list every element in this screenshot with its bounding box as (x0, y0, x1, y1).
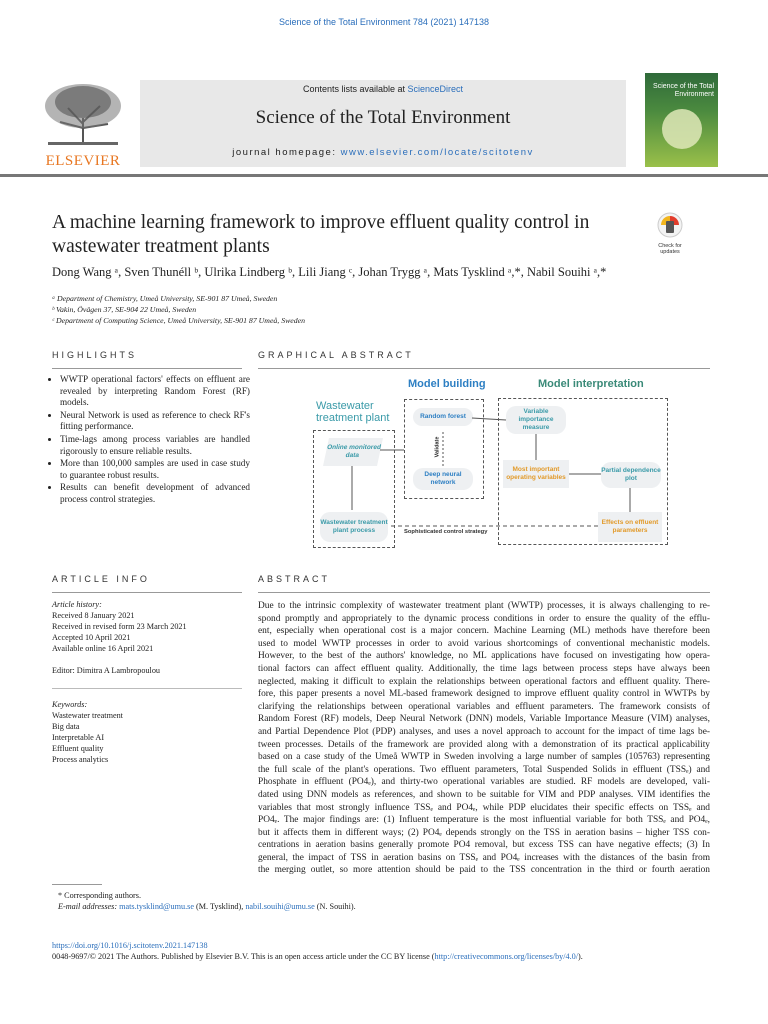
header-rule (0, 174, 768, 177)
doi-link[interactable]: https://doi.org/10.1016/j.scitotenv.2021.147138 (52, 941, 208, 950)
abstract-line: general, the impact of TSS in aeration basins on TSSₑ and PO4ₑ increases with the distances of the basin from (258, 852, 710, 863)
highlights-heading: HIGHLIGHTS (52, 350, 138, 360)
homepage-line: journal homepage: www.elsevier.com/locate/scitotenv (232, 147, 534, 158)
article-title: A machine learning framework to improve effluent quality control in wastewater treatment plants (52, 212, 590, 257)
abstract-line: dated using DNN models as references, and shown to be suitable for VIM and PDP analyses. VIM identifies the (258, 789, 710, 800)
dnn-node: Deep neural network (413, 468, 473, 490)
editor: Editor: Dimitra A Lambropoulou (52, 666, 161, 675)
graphical-abstract: Model building Model interpretation Wastewater treatment plant Online monitored data Wastewater treatment plant process Random forest Deep neural network Validate Variable importance measure Most important operating variables Partial dependence plot Effects on effluent parameters Sophisticated control strategy (300, 370, 700, 550)
keyword: Interpretable AI (52, 733, 105, 742)
footer: https://doi.org/10.1016/j.scitotenv.2021.147138 0048-9697/© 2021 The Authors. Published by Elsevier B.V. This is an open access article under the CC BY license (http://creativecommons.org/licenses/by/4.0/). (52, 941, 583, 961)
journal-reference[interactable]: Science of the Total Environment 784 (2021) 147138 (279, 17, 489, 27)
journal-title: Science of the Total Environment (255, 107, 511, 128)
homepage-link[interactable]: www.elsevier.com/locate/scitotenv (340, 147, 534, 158)
publisher-name: ELSEVIER (45, 153, 121, 169)
article-info-heading: ARTICLE INFO (52, 574, 150, 584)
abstract-line: neglected, making it difficult to explain the relationships between operational factors and effluent quality. There- (258, 676, 710, 687)
abstract-line: spond promptly and appropriately to the dynamic process conditions in order to ensure the quality of the efflu- (258, 613, 710, 624)
abstract-line: variables that most strongly influence TSSₑ and PO4ₑ, while PDP elucidates their specific effects on TSSₑ and (258, 802, 710, 813)
abstract-line: based on a case study of the Umeå WWTP in Sweden involving a large number of samples (105763) representing (258, 752, 710, 763)
divider (258, 368, 710, 369)
divider (52, 368, 242, 369)
keyword: Process analytics (52, 755, 109, 764)
keyword: Big data (52, 722, 80, 731)
contents-line: Contents lists available at ScienceDirect (302, 84, 464, 94)
abstract-line: but it affects them in different ways; (2) PO4ₑ depends strongly on the TSS in aeration basins – higher TSS con- (258, 827, 710, 838)
highlight-item: • Neural Network is used as reference to check RF's fitting performance. (60, 410, 250, 433)
abstract-line: Phosphate in effluent (PO4ₑ), and thirty-two operational variables are studied. RF models are developed, vali- (258, 777, 710, 788)
abstract-line: used to model WWTP processes in order to avoid various shortcomings of conventional mechanistic models. (258, 638, 710, 649)
divider (258, 592, 710, 593)
abstract-line: the full scale of the plant's operations. Two effluent parameters, Total Suspended Solids in effluent (TSSₑ) and (258, 764, 710, 775)
important-variables-node: Most important operating variables (503, 460, 569, 488)
email-link[interactable]: mats.tysklind@umu.se (119, 902, 194, 911)
journal-cover: Science of the Total Environment (645, 73, 718, 167)
effects-node: Effects on effluent parameters (598, 512, 662, 542)
history-item: Accepted 10 April 2021 (52, 633, 131, 642)
abstract-line: centrations in aeration basins generally promote PO4 removal, but excess TSS can have negative effects; (3) In (258, 840, 710, 851)
abstract-line: PO4ₑ. The major findings are: (1) Influent temperature is the most influential variable for both TSSₑ and PO4ₑ, (258, 815, 710, 826)
wwtp-process-node: Wastewater treatment plant process (320, 512, 388, 542)
email-link[interactable]: nabil.souihi@umu.se (245, 902, 315, 911)
footnote: * Corresponding authors. E-mail addresses: mats.tysklind@umu.se (M. Tysklind), nabil.souihi@umu.se (N. Souihi). (58, 891, 356, 911)
footnote-rule (52, 884, 102, 885)
highlight-item: • More than 100,000 samples are used in case study to guarantee robust results. (60, 458, 250, 481)
graphical-abstract-heading: GRAPHICAL ABSTRACT (258, 350, 414, 360)
abstract-line: clarifying the relationships between operational variables and effluent parameters. The framework consists of (258, 701, 710, 712)
authors: Dong Wang ᵃ, Sven Thunéll ᵇ, Ulrika Lindberg ᵇ, Lili Jiang ᶜ, Johan Trygg ᵃ, Mats Tysklind ᵃ,*, Nabil Souihi ᵃ,* (52, 265, 607, 279)
random-forest-node: Random forest (413, 408, 473, 426)
history-item: Available online 16 April 2021 (52, 644, 154, 653)
abstract-line: tional factors can affect effluent quality. Additionally, the time lags between process steps have always been (258, 663, 710, 674)
flow-arrows (300, 370, 700, 550)
highlights-list (52, 374, 250, 507)
keyword: Wastewater treatment (52, 711, 123, 720)
highlight-item: • WWTP operational factors' effects on effluent are revealed by interpreting Random Forest (RF) models. (60, 374, 250, 409)
history-item: Received 8 January 2021 (52, 611, 135, 620)
elsevier-logo (38, 78, 128, 168)
abstract-heading: ABSTRACT (258, 574, 331, 584)
abstract-line: and Partial Dependence Plot (PDP) analyses, and uses a novel approach to account for the impact of time lags be- (258, 726, 710, 737)
keyword: Effluent quality (52, 744, 104, 753)
abstract-line: tween processes. Details of the framework are provided along with a demonstration of its practical applicability (258, 739, 710, 750)
affiliations: ᵃ Department of Chemistry, Umeå University, SE-901 87 Umeå, Sweden ᵇ Vakin, Övägen 37, SE-904 22 Umeå, Sweden ᶜ Department of Computing Science, Umeå University, SE-901 87 Umeå, Sweden (52, 294, 306, 325)
license-link[interactable]: http://creativecommons.org/licenses/by/4.0/ (434, 952, 579, 961)
sciencedirect-link[interactable]: ScienceDirect (407, 84, 464, 94)
history-item: Received in revised form 23 March 2021 (52, 622, 187, 631)
article-info: Article history: Received 8 January 2021 Received in revised form 23 March 2021 Accepted 10 April 2021 Available online 16 April 2021 Editor: Dimitra A Lambropoulou Keywords: Wastewater treatment Big data Interpretable AI Effluent quality Process analytics (52, 599, 242, 765)
abstract-line: However, to the best of the authors' knowledge, no ML applications have focused on investigating how opera- (258, 651, 710, 662)
online-data-node: Online monitored data (323, 438, 383, 466)
journal-banner (140, 80, 626, 167)
abstract-line: fore, this paper presents a novel ML-based framework designed to improve effluent quality control in WWTPs by (258, 689, 710, 700)
abstract-line: the merging outlet, so more attention should be paid to the TSS concentration in the third or fourth aeration (258, 865, 710, 876)
abstract-line: ent, especially when operational cost is a major concern. Machine Learning (ML) methods have therefore been (258, 626, 710, 637)
highlight-item: • Results can benefit development of advanced process control strategies. (60, 482, 250, 505)
pdp-node: Partial dependence plot (601, 462, 661, 488)
abstract-text (258, 600, 710, 877)
abstract-line: Random Forest (RF) models, Deep Neural Network (DNN) models, Variable Importance Measure (VIM) analyses, (258, 714, 710, 725)
check-for-updates-button[interactable]: Check for updates (650, 212, 690, 255)
highlight-item: • Time-lags among process variables are handled rigorously to ensure reliable results. (60, 434, 250, 457)
divider (52, 592, 242, 593)
check-updates-icon (657, 212, 683, 238)
abstract-line: Due to the intrinsic complexity of wastewater treatment plant (WWTP) processes, it is always challenging to re- (258, 601, 710, 611)
cover-image (662, 109, 702, 149)
vim-node: Variable importance measure (506, 406, 566, 434)
